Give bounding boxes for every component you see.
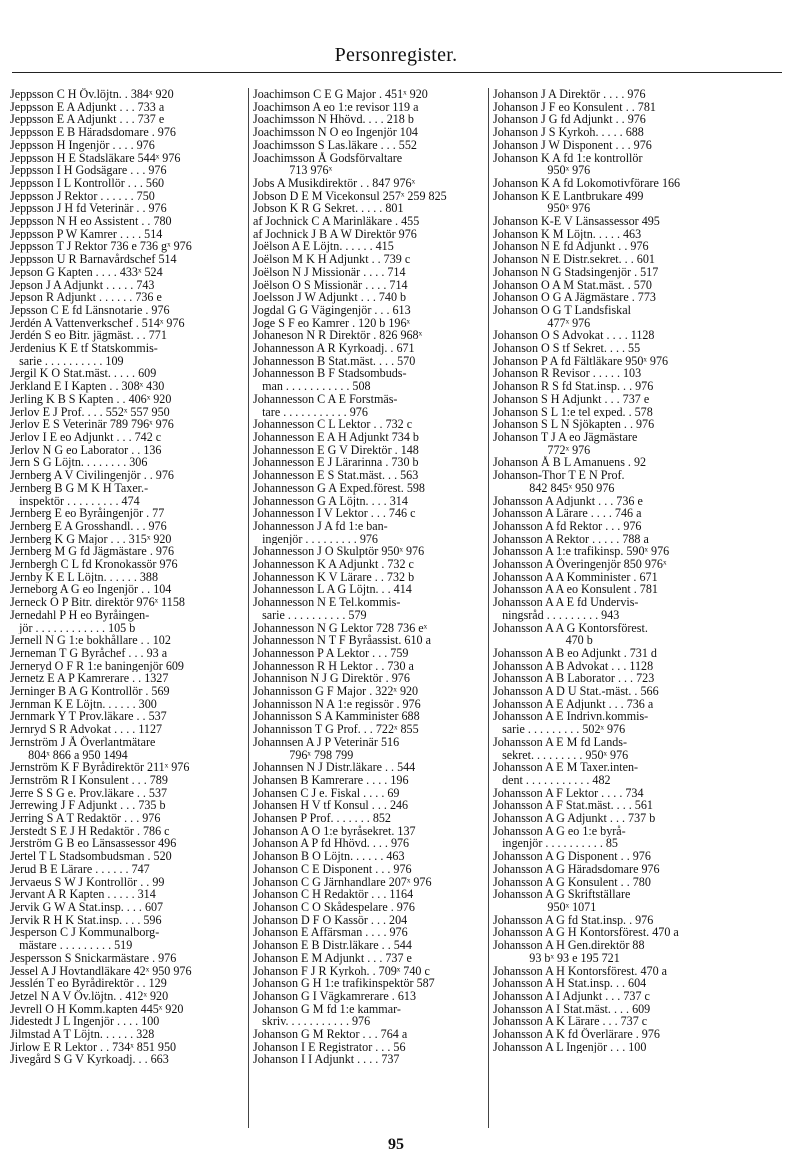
register-entry: Johansson A E Indrivn.kommis- [493, 710, 649, 724]
register-entry: Johanson O S tf Sekret. . . . 55 [493, 342, 641, 355]
register-entry: Johansson A Rektor . . . . . 788 a [493, 532, 649, 546]
register-entry: Joachimsson Å Godsförvaltare [253, 151, 403, 165]
register-entry: Jessel A J Hovtandläkare 42ˣ 950 976 [10, 964, 192, 978]
register-entry: Johanson R S fd Stat.insp. . . 976 [493, 380, 654, 393]
register-entry: Jeppsson I L Kontrollör . . . 560 [10, 176, 165, 190]
register-entry: man . . . . . . . . . . . 508 [253, 380, 371, 393]
register-entry: Johansson A F Stat.mäst. . . . 561 [493, 799, 653, 813]
register-entry: Jerneborg A G eo Ingenjör . . 104 [10, 583, 172, 597]
register-entry: sarie . . . . . . . . . . 579 [253, 608, 367, 622]
register-entry: Johansson A G Häradsdomare 976 [493, 862, 660, 876]
register-entry: Johanson K M Löjtn. . . . . 463 [493, 227, 642, 241]
register-entry: Johanson A O 1:e byråsekret. 137 [253, 824, 416, 838]
register-entry: Johanson A P fd Hhövd. . . . 976 [253, 837, 410, 851]
register-entry: Jerström G B eo Länsassessor 496 [10, 837, 177, 851]
register-entry: Jerring S A T Redaktör . . . 976 [10, 812, 161, 825]
register-entry: Johannesson C L Lektor . . 732 c [253, 418, 413, 431]
register-entry: Johannesson J A fd 1:e ban- [253, 519, 388, 533]
register-entry: Johanson G I Vägkamrerare . 613 [253, 989, 416, 1003]
register-entry: Jerstedt S E J H Redaktör . 786 c [10, 824, 170, 838]
register-entry: Jeppsson U R Barnavårdschef 514 [10, 253, 177, 266]
register-entry: Johanson J W Disponent . . . 976 [493, 138, 652, 152]
register-entry: Johansson A Lärare . . . . 746 a [493, 507, 642, 520]
register-entry: Johanson F J R Kyrkoh. . 709ˣ 740 c [253, 964, 430, 978]
register-entry: Johansson A fd Rektor . . . 976 [493, 519, 642, 533]
register-entry: Johansson A A eo Konsulent . 781 [493, 583, 658, 597]
register-entry: af Jochnick J B A W Direktör 976 [253, 227, 417, 241]
register-entry: Jerdén A Vattenverkschef . 514ˣ 976 [10, 316, 185, 330]
register-entry: Jernbergh C L fd Kronokassör 976 [10, 558, 178, 571]
register-entry: sekret. . . . . . . . . 950ˣ 976 [493, 748, 629, 762]
register-entry: Johannesson G A Löjtn. . . . 314 [253, 494, 408, 508]
register-entry: Johannisson T G Prof. . . 722ˣ 855 [253, 723, 419, 736]
register-entry: Joelsson J W Adjunkt . . . 740 b [253, 291, 407, 304]
register-entry: Jernberg B G M K H Taxer.- [10, 481, 149, 495]
register-entry: Johansson A G Skriftställare [493, 888, 631, 901]
register-entry: Johanson E M Adjunkt . . . 737 e [253, 951, 412, 965]
register-entry: Jertel T L Stadsombudsman . 520 [10, 850, 172, 863]
register-entry: Johannesson N E Tel.kommis- [253, 596, 401, 609]
register-entry: Johannesson L A G Löjtn. . . 414 [253, 583, 412, 597]
register-entry: Jilmstad A T Löjtn. . . . . . 328 [10, 1028, 155, 1041]
register-entry: Jeppsson T J Rektor 736 e 736 gˣ 976 [10, 240, 192, 254]
register-entry: Johansen B Kamrerare . . . . 196 [253, 773, 409, 787]
register-entry: Johansson A H Kontorsförest. 470 a [493, 964, 668, 978]
register-entry: Jerkland E I Kapten . . 308ˣ 430 [10, 380, 165, 393]
register-entry: Joachimson C E G Major . 451ˣ 920 [253, 88, 428, 101]
register-entry: Joachimson A eo 1:e revisor 119 a [253, 100, 419, 114]
register-entry: Johansson A L Ingenjör . . . 100 [493, 1040, 647, 1054]
register-entry: Johannesson A R Kyrkoadj. . 671 [253, 342, 415, 355]
register-entry: Johannesson E J Lärarinna . 730 b [253, 456, 419, 470]
register-entry: Johannesson E A H Adjunkt 734 b [253, 430, 419, 444]
register-entry: Johannesson R H Lektor . . 730 a [253, 659, 414, 673]
register-entry: Jerninger B A G Kontrollör . 569 [10, 685, 170, 698]
register-entry: Joachimsson S Las.läkare . . . 552 [253, 138, 417, 152]
register-entry: Johansson A D U Stat.-mäst. . 566 [493, 685, 659, 698]
register-entry: dent . . . . . . . . . . . 482 [493, 773, 611, 787]
register-entry: Johansson A E M Taxer.inten- [493, 761, 639, 774]
register-entry: Johanson I E Registrator . . . 56 [253, 1040, 406, 1054]
register-entry: Jeppsson N H eo Assistent . . 780 [10, 215, 172, 228]
register-entry: Jerlov N G eo Laborator . . 136 [10, 443, 162, 457]
register-entry: Johanson J F eo Konsulent . . 781 [493, 100, 656, 114]
register-entry: Johanson B O Löjtn. . . . . . 463 [253, 850, 405, 863]
register-entry: Joëlson N J Missionär . . . . 714 [253, 265, 406, 279]
register-entry: Johanson G H 1:e trafikinspektör 587 [253, 977, 435, 990]
register-entry: Jeppsson E A Adjunkt . . . 733 a [10, 100, 165, 114]
register-entry: 804ˣ 866 a 950 1494 [10, 748, 128, 762]
register-entry: Johanson C E Disponent . . . 976 [253, 862, 412, 876]
register-entry: Johanson E B Distr.läkare . . 544 [253, 939, 412, 952]
register-entry: Johannesson N T F Byråassist. 610 a [253, 634, 431, 647]
register-entry: Johannesson C A E Forstmäs- [253, 392, 398, 406]
register-entry: Johanson K E Lantbrukare 499 [493, 189, 644, 203]
register-entry: Jerlov E S Veterinär 789 796ˣ 976 [10, 418, 174, 431]
register-entry: ningsråd . . . . . . . . . 943 [493, 608, 620, 622]
register-entry: Johannesson K A Adjunkt . 732 c [253, 558, 414, 571]
register-column-3 [488, 88, 783, 1128]
register-entry: 950ˣ 976 [493, 164, 591, 177]
register-entry: Johannisson G F Major . 322ˣ 920 [253, 685, 419, 698]
register-entry: Johansson A 1:e trafikinsp. 590ˣ 976 [493, 545, 670, 559]
register-entry: Johanson-Thor T E N Prof. [493, 469, 625, 482]
register-entry: Johannesson K V Lärare . . 732 b [253, 570, 415, 584]
register-entry: Jirlow E R Lektor . . 734ˣ 851 950 [10, 1040, 177, 1054]
register-entry: Johansson A A E fd Undervis- [493, 596, 639, 609]
register-entry: 93 bˣ 93 e 195 721 [493, 951, 620, 965]
register-entry: Jobson D E M Vicekonsul 257ˣ 259 825 [253, 189, 447, 203]
register-entry: Johansson A K fd Överlärare . 976 [493, 1028, 660, 1041]
register-entry: Johanson O G A Jägmästare . 773 [493, 291, 656, 304]
register-entry: Jerre S S G e. Prov.läkare . . 537 [10, 786, 168, 800]
register-entry: Jepsson C E fd Länsnotarie . 976 [10, 303, 170, 317]
register-entry: Johannisson S A Kamminister 688 [253, 710, 420, 724]
register-entry: 950ˣ 1071 [493, 901, 597, 914]
register-entry: Jevrell O H Komm.kapten 445ˣ 920 [10, 1002, 184, 1016]
register-entry: Jerud B E Lärare . . . . . . 747 [10, 862, 150, 876]
register-entry: Jogdal G G Vägingenjör . . . 613 [253, 303, 411, 317]
register-entry: inspektör . . . . . . . . . 474 [10, 494, 140, 508]
register-entry: Johanson O A M Stat.mäst. . 570 [493, 278, 652, 292]
register-entry: Jetzel N A V Öv.löjtn. . 412ˣ 920 [10, 989, 169, 1003]
register-entry: Jernström J Å Överlantmätare [10, 735, 156, 749]
register-entry: Johanson C O Skådespelare . 976 [253, 901, 415, 914]
register-entry: Johansson A Adjunkt . . . 736 e [493, 494, 643, 508]
register-entry: Joëlson M K H Adjunkt . . 739 c [253, 253, 411, 266]
register-entry: Johanson J A Direktör . . . . 976 [493, 88, 646, 101]
register-entry: Johanson J G fd Adjunkt . . 976 [493, 113, 646, 127]
register-entry: Johanson J S Kyrkoh. . . . . 688 [493, 126, 644, 139]
register-entry: Johanson O S Advokat . . . . 1128 [493, 329, 655, 343]
register-entry: Jespersson S Snickarmästare . 976 [10, 951, 177, 965]
register-entry: Johanson K A fd Lokomotivförare 166 [493, 176, 681, 190]
register-entry: Jobs A Musikdirektör . . 847 976ˣ [253, 176, 416, 190]
register-entry: Jergil K O Stat.mäst. . . . . 609 [10, 367, 157, 381]
register-entry: Jerneck O P Bitr. direktör 976ˣ 1158 [10, 596, 185, 609]
register-entry: Jepson G Kapten . . . . 433ˣ 524 [10, 265, 163, 279]
register-entry: Jeppsson H Ingenjör . . . . 976 [10, 138, 155, 152]
register-entry: Johannisson N A 1:e regissör . 976 [253, 697, 421, 711]
register-entry: Joge S F eo Kamrer . 120 b 196ˣ [253, 316, 411, 330]
register-entry: Johanson Å B L Amanuens . 92 [493, 456, 647, 470]
register-entry: Jervik R H K Stat.insp. . . . 596 [10, 913, 162, 927]
register-entry: 713 976ˣ [253, 164, 333, 177]
register-entry: Johansson A G H Kontorsförest. 470 a [493, 926, 679, 940]
page-number: 95 [388, 1136, 404, 1153]
register-entry: Jeppsson E A Adjunkt . . . 737 e [10, 113, 165, 127]
register-entry: skriv. . . . . . . . . . . 976 [253, 1015, 371, 1029]
register-entry: Jeppsson H E Stadsläkare 544ˣ 976 [10, 151, 181, 165]
register-entry: Johansson A G Disponent . . 976 [493, 850, 651, 863]
register-entry: Jernetz E A P Kamrerare . . 1327 [10, 672, 169, 686]
register-entry: Johanson K A fd 1:e kontrollör [493, 151, 643, 165]
register-entry: Jerlov I E eo Adjunkt . . . 742 c [10, 430, 162, 444]
register-entry: Jesperson C J Kommunalborg- [10, 926, 160, 940]
register-entry: Jerdén S eo Bitr. jägmäst. . . 771 [10, 329, 167, 343]
register-column-1 [10, 88, 242, 1128]
register-entry: Johansson A I Adjunkt . . . 737 c [493, 989, 650, 1003]
register-column-2 [248, 88, 487, 1128]
register-entry: jör . . . . . . . . . . . . 105 b [10, 621, 136, 635]
register-entry: Jepson J A Adjunkt . . . . . 743 [10, 278, 155, 292]
register-entry: Johanson P A fd Fältläkare 950ˣ 976 [493, 354, 669, 368]
register-entry: Johansson A G fd Stat.insp. . 976 [493, 913, 654, 927]
register-entry: Johansen H V tf Konsul . . . 246 [253, 799, 409, 813]
register-entry: Johannesson I V Lektor . . . 746 c [253, 507, 416, 520]
register-entry: Johansson A A Komminister . 671 [493, 570, 658, 584]
register-entry: Johannesson J O Skulptör 950ˣ 976 [253, 545, 425, 559]
register-entry: Jerdenius K E tf Statskommis- [10, 342, 158, 355]
register-entry: Jernell N G 1:e bokhållare . . 102 [10, 634, 171, 647]
register-entry: Jernryd S R Advokat . . . . 1127 [10, 723, 163, 736]
register-entry: ingenjör . . . . . . . . . 976 [253, 532, 378, 546]
register-entry: Johanson G M Rektor . . . 764 a [253, 1028, 408, 1041]
register-entry: Johanson S H Adjunkt . . . 737 e [493, 392, 650, 406]
register-entry: Johanson D F O Kassör . . . 204 [253, 913, 408, 927]
register-entry: Johannesson P A Lektor . . . 759 [253, 646, 409, 660]
register-entry: Johannesson B Stat.mäst. . . . 570 [253, 354, 416, 368]
register-entry: Jerneman T G Byråchef . . . 93 a [10, 646, 168, 660]
register-entry: Johansson A B Laborator . . . 723 [493, 672, 655, 686]
register-entry: Johanson G M fd 1:e kammar- [253, 1002, 401, 1016]
register-entry: Jernström K F Byrådirektör 211ˣ 976 [10, 761, 190, 774]
register-entry: Johannesson N G Lektor 728 736 eˣ [253, 621, 428, 635]
register-entry: af Jochnick C A Marinläkare . 455 [253, 215, 420, 228]
register-entry: Jidestedt J L Ingenjör . . . . 100 [10, 1015, 160, 1029]
register-entry: Jernström R I Konsulent . . . 789 [10, 773, 168, 787]
register-entry: Johannesson B F Stadsombuds- [253, 367, 407, 381]
register-entry: Johanson K-E V Länsassessor 495 [493, 215, 660, 228]
register-entry: mästare . . . . . . . . . 519 [10, 939, 133, 952]
register-entry: Jerneryd O F R 1:e baningenjör 609 [10, 659, 184, 673]
register-entry: Johanson C G Järnhandlare 207ˣ 976 [253, 875, 432, 889]
register-entry: Jeppsson J Rektor . . . . . . 750 [10, 189, 155, 203]
register-entry: Jernedahl P H eo Byråingen- [10, 608, 150, 622]
register-entry: Johanson O G T Landsfiskal [493, 303, 631, 317]
register-entry: Johanson T J A eo Jägmästare [493, 430, 638, 444]
register-entry: Jeppsson P W Kamrer . . . . 514 [10, 227, 163, 241]
register-entry: Jivegård S G V Kyrkoadj. . . 663 [10, 1053, 169, 1067]
register-entry: Johanson R Revisor . . . . . 103 [493, 367, 642, 381]
register-entry: Jern S G Löjtn. . . . . . . . 306 [10, 456, 148, 470]
register-entry: 950ˣ 976 [493, 202, 591, 216]
register-entry: Johanson N E Distr.sekret. . . 601 [493, 253, 655, 266]
register-entry: Jernberg M G fd Jägmästare . 976 [10, 545, 175, 559]
register-entry: Johansson A A G Kontorsförest. [493, 621, 648, 635]
register-entry: Jervik G W A Stat.insp. . . . 607 [10, 901, 164, 914]
register-entry: Joachimsson N O eo Ingenjör 104 [253, 126, 418, 139]
register-entry: Johanson C H Redaktör . . . 1164 [253, 888, 414, 901]
register-entry: Jervant A R Kapten . . . . . 314 [10, 888, 156, 901]
register-entry: 772ˣ 976 [493, 443, 591, 457]
register-entry: Johansson A I Stat.mäst. . . . 609 [493, 1002, 651, 1016]
register-entry: Joëlson O S Missionär . . . . 714 [253, 278, 408, 292]
register-entry: Johansson A G Adjunkt . . . 737 b [493, 812, 656, 825]
register-entry: Johansson A G eo 1:e byrå- [493, 824, 626, 838]
register-entry: Johansson A H Stat.insp. . . 604 [493, 977, 647, 990]
register-entry: Johansson A F Lektor . . . . 734 [493, 786, 644, 800]
page-title: Personregister. [334, 44, 458, 66]
register-entry: Jerlov E J Prof. . . . 552ˣ 557 950 [10, 405, 170, 419]
register-entry: Jernmark Y T Prov.läkare . . 537 [10, 710, 167, 724]
register-entry: Jerrewing J F Adjunkt . . . 735 b [10, 799, 166, 813]
register-entry: Johannesson G A Exped.förest. 598 [253, 481, 425, 495]
register-entry: Jeppsson J H fd Veterinär . . 976 [10, 202, 167, 216]
register-entry: 842 845ˣ 950 976 [493, 481, 615, 495]
register-entry: Johannsen A J P Veterinär 516 [253, 735, 400, 749]
register-entry: Johanson I I Adjunkt . . . . 737 [253, 1053, 400, 1067]
register-entry: Jernby K E L Löjtn. . . . . . 388 [10, 570, 159, 584]
register-entry: Johannesson E S Stat.mäst. . . 563 [253, 469, 419, 482]
register-entry: Johansson A B Advokat . . . 1128 [493, 659, 654, 673]
register-entry: 477ˣ 976 [493, 316, 591, 330]
register-entry: tare . . . . . . . . . . . 976 [253, 405, 368, 419]
register-entry: Johanson N G Stadsingenjör . 517 [493, 265, 659, 279]
register-entry: Joëlson A E Löjtn. . . . . . 415 [253, 240, 394, 254]
register-entry: Johannesson E G V Direktör . 148 [253, 443, 419, 457]
register-entry: Jervaeus S W J Kontrollör . . 99 [10, 875, 165, 889]
register-entry: Johanson E Affärsman . . . . 976 [253, 926, 408, 940]
register-entry: Johanson N E fd Adjunkt . . 976 [493, 240, 649, 254]
register-entry: sarie . . . . . . . . . 502ˣ 976 [493, 723, 626, 736]
register-entry: Johaneson N R Direktör . 826 968ˣ [253, 329, 423, 343]
register-entry: Jeppsson I H Godsägare . . . 976 [10, 164, 167, 177]
register-entry: Jerling K B S Kapten . . 406ˣ 920 [10, 392, 172, 406]
register-entry: 796ˣ 798 799 [253, 748, 354, 762]
register-entry: sarie . . . . . . . . . . 109 [10, 354, 124, 368]
register-entry: Jernberg E A Grosshandl. . . 976 [10, 519, 167, 533]
register-entry: Joachimsson N Hhövd. . . . 218 b [253, 113, 414, 127]
register-entry: Johannsen N J Distr.läkare . . 544 [253, 761, 416, 774]
register-entry: Johansson A G Konsulent . . 780 [493, 875, 651, 889]
register-entry: Johansen P Prof. . . . . . . 852 [253, 812, 391, 825]
register-entry: Jobson K R G Sekret. . . . . 801 [253, 202, 404, 216]
header-rule [12, 72, 782, 73]
register-entry: Jernberg A V Civilingenjör . . 976 [10, 469, 174, 482]
register-entry: Jernberg E eo Byråingenjör . 77 [10, 507, 165, 520]
register-entry: ingenjör . . . . . . . . . . 85 [493, 837, 618, 851]
register-entry: Johansson A K Lärare . . . 737 c [493, 1015, 648, 1029]
register-entry: Johansson A H Gen.direktör 88 [493, 939, 645, 952]
register-entry: Johannison N J G Direktör . 976 [253, 672, 410, 686]
register-entry: Jernman K E Löjtn. . . . . . 300 [10, 697, 157, 711]
register-entry: Johansen C J e. Fiskal . . . . 69 [253, 786, 400, 800]
register-entry: Jesslén T eo Byrådirektör . . 129 [10, 977, 167, 990]
register-entry: Johanson S L N Sjökapten . . 976 [493, 418, 655, 431]
register-entry: Jepson R Adjunkt . . . . . . 736 e [10, 291, 162, 304]
register-entry: Johansson A E Adjunkt . . . 736 a [493, 697, 654, 711]
register-entry: Johansson A E M fd Lands- [493, 735, 628, 749]
register-entry: Johansson A B eo Adjunkt . 731 d [493, 646, 657, 660]
register-entry: Jernberg K G Major . . . 315ˣ 920 [10, 532, 172, 546]
register-columns [10, 88, 782, 1128]
register-entry: Jeppsson C H Öv.löjtn. . 384ˣ 920 [10, 88, 174, 101]
register-entry: 470 b [493, 634, 593, 647]
register-entry: Jeppsson E B Häradsdomare . 976 [10, 126, 176, 139]
register-entry: Johanson S L 1:e tel exped. . 578 [493, 405, 653, 419]
register-entry: Johansson A Överingenjör 850 976ˣ [493, 558, 667, 571]
